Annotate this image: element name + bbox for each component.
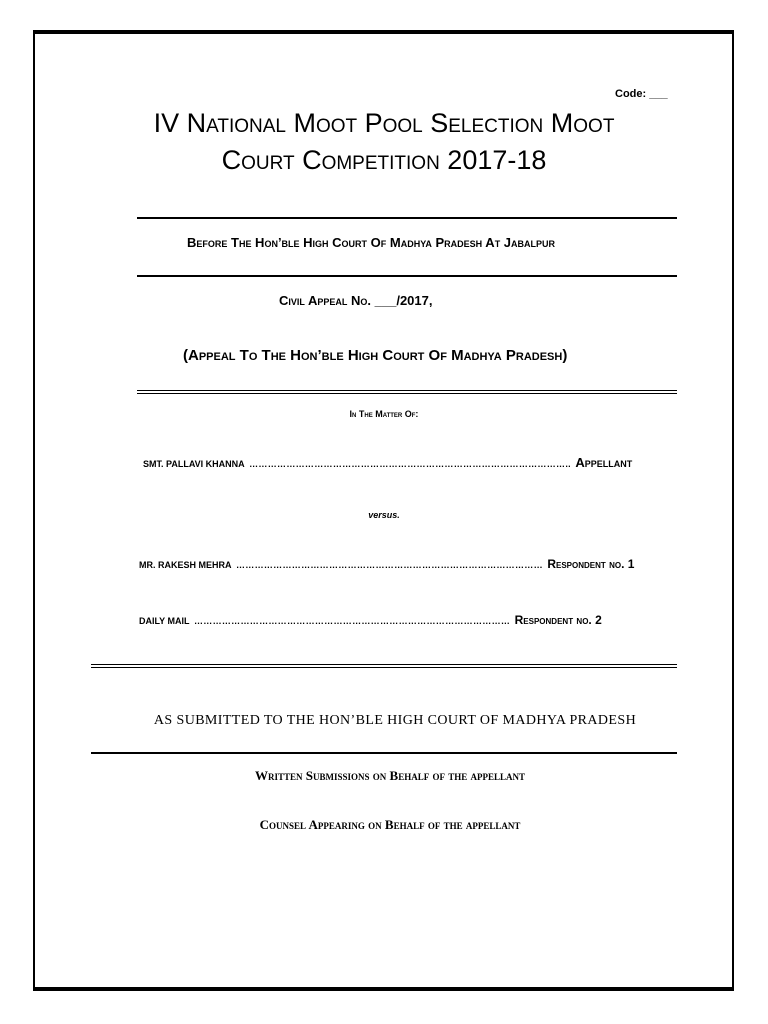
title-line-2: Court Competition 2017-18 <box>221 145 547 175</box>
respondent-2-name: DAILY MAIL <box>139 616 190 626</box>
respondent-2-role: Respondent no. 2 <box>514 613 602 627</box>
double-divider-bottom-b <box>91 667 677 668</box>
respondent-1-name: MR. RAKESH MEHRA <box>139 560 232 570</box>
double-divider-top-a <box>137 390 677 391</box>
civil-appeal-number: Civil Appeal No. ___/2017, <box>279 293 433 308</box>
appellant-row <box>143 454 632 472</box>
respondent-2-dots: ………………………………………………………………………………………… <box>193 616 511 626</box>
respondent-1-row <box>139 555 634 573</box>
respondent-1-dots: ……………………………………………………………………………………… <box>235 560 543 570</box>
written-submissions-line: Written Submissions on Behalf of the appellant <box>255 768 525 783</box>
in-the-matter-heading: In The Matter Of: <box>349 409 419 419</box>
appellant-role: Appellant <box>575 455 633 470</box>
divider-3 <box>91 752 677 754</box>
code-label: Code: ___ <box>615 88 668 100</box>
respondent-1-role: Respondent no. 1 <box>547 557 635 571</box>
versus-label: versus. <box>368 510 400 520</box>
submitted-to-line: AS SUBMITTED TO THE HON’BLE HIGH COURT OF MADHYA PRADESH <box>153 713 637 728</box>
appellant-dots: ………………………………………………………………………………………….. <box>249 459 571 469</box>
title-line-1: IV National Moot Pool Selection Moot <box>153 108 615 138</box>
respondent-2-row <box>139 611 602 629</box>
divider-2 <box>137 275 677 277</box>
double-divider-bottom-a <box>91 664 677 665</box>
appellant-name: SMT. PALLAVI KHANNA <box>143 459 245 469</box>
court-line: Before The Hon’ble High Court Of Madhya Pradesh At Jabalpur <box>187 235 556 250</box>
counsel-line: Counsel Appearing on Behalf of the appellant <box>259 817 521 832</box>
double-divider-top-b <box>137 393 677 394</box>
appeal-to-line: (Appeal To The Hon’ble High Court Of Madhya Pradesh) <box>183 347 568 364</box>
divider-1 <box>137 217 677 219</box>
